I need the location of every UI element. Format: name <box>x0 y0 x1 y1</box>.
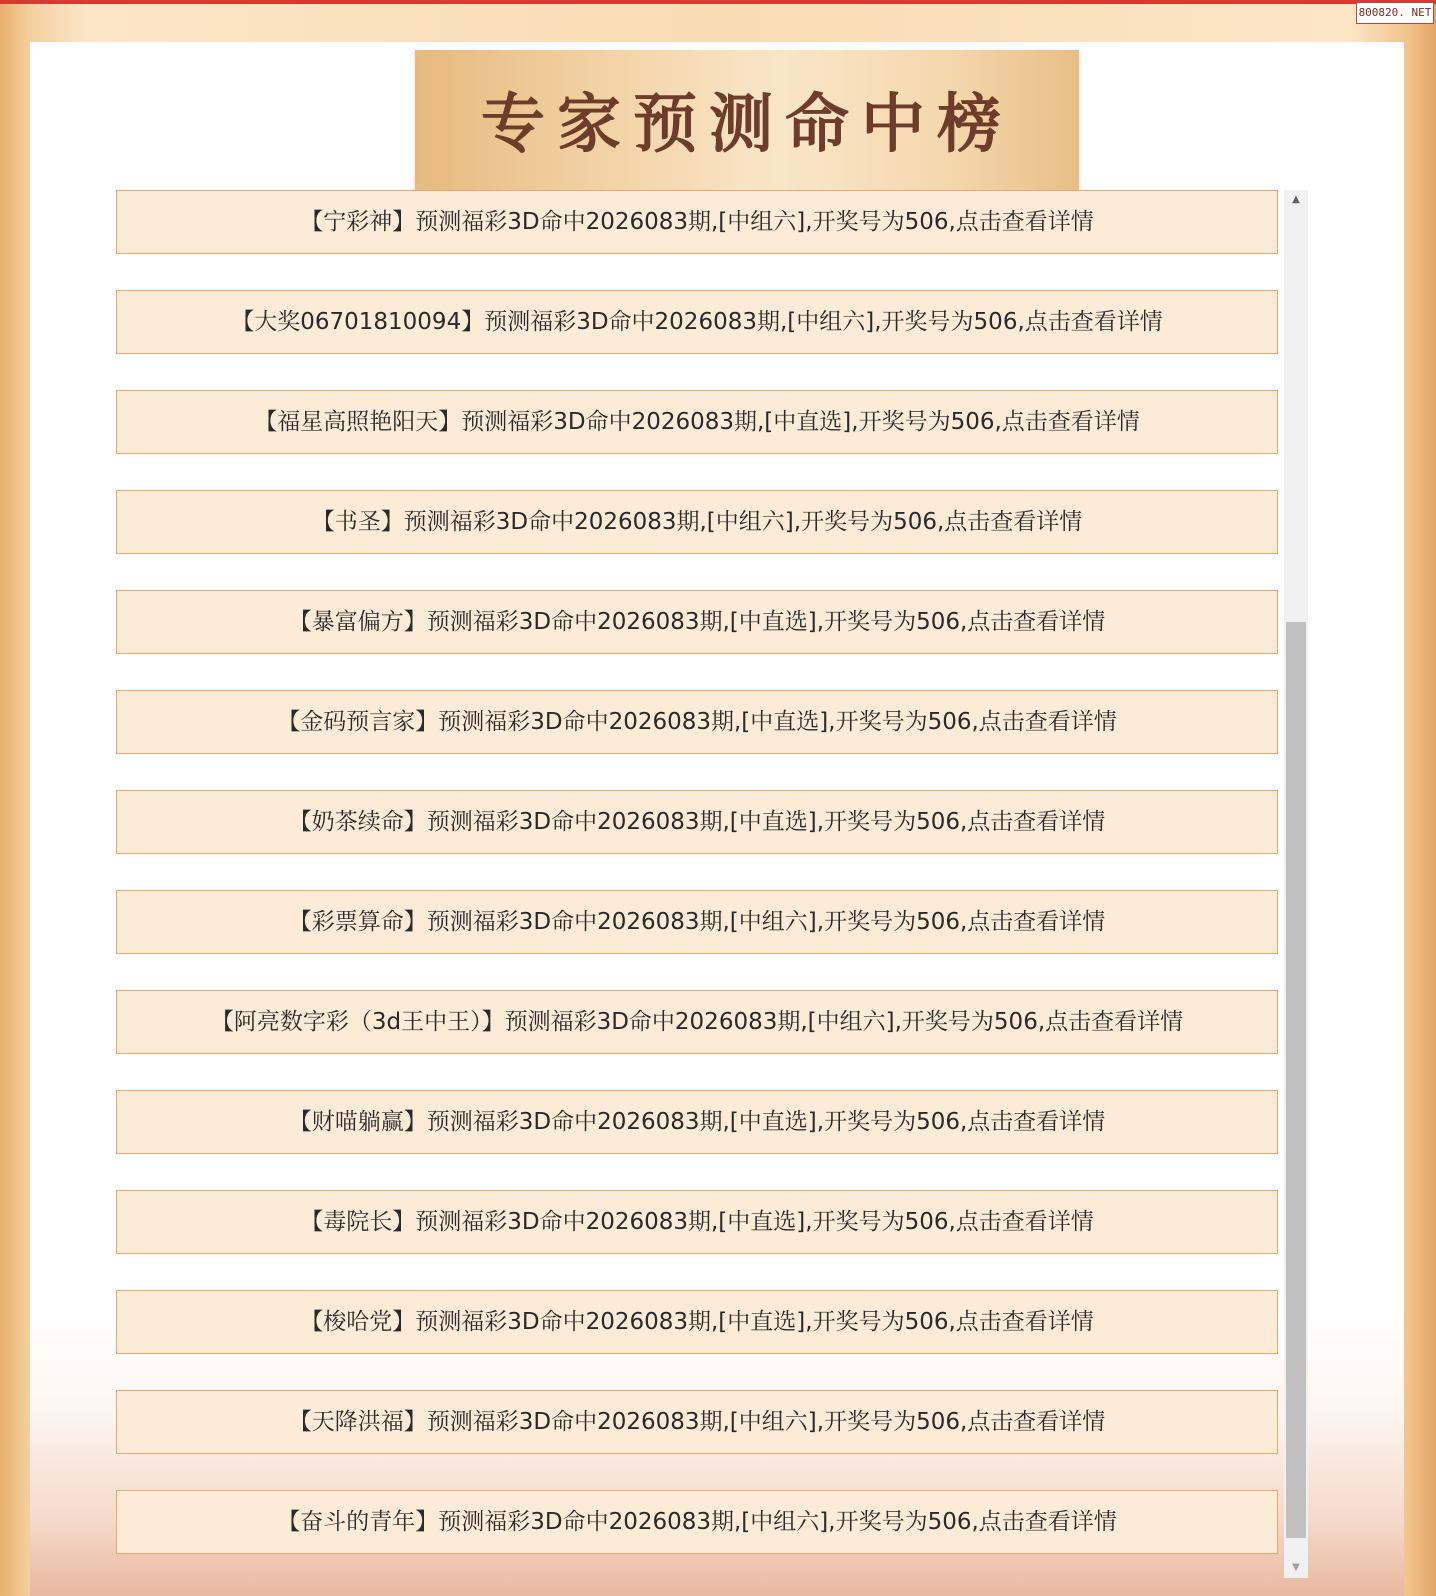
page-title: 专家预测命中榜 <box>481 88 1013 162</box>
prediction-item[interactable]: 【奶茶续命】预测福彩3D命中2026083期,[中直选],开奖号为506,点击查看详情 <box>116 790 1278 854</box>
list-scrollbar[interactable] <box>1284 190 1308 1578</box>
site-watermark: 800820. NET <box>1356 2 1434 24</box>
prediction-item[interactable]: 【暴富偏方】预测福彩3D命中2026083期,[中直选],开奖号为506,点击查看详情 <box>116 590 1278 654</box>
prediction-item[interactable]: 【宁彩神】预测福彩3D命中2026083期,[中组六],开奖号为506,点击查看详情 <box>116 190 1278 254</box>
title-banner <box>415 50 1079 196</box>
prediction-item[interactable]: 【彩票算命】预测福彩3D命中2026083期,[中组六],开奖号为506,点击查看详情 <box>116 890 1278 954</box>
prediction-item[interactable]: 【毒院长】预测福彩3D命中2026083期,[中直选],开奖号为506,点击查看详情 <box>116 1190 1278 1254</box>
top-accent-line <box>0 0 1436 4</box>
prediction-item[interactable]: 【财喵躺赢】预测福彩3D命中2026083期,[中直选],开奖号为506,点击查看详情 <box>116 1090 1278 1154</box>
prediction-item[interactable]: 【大奖06701810094】预测福彩3D命中2026083期,[中组六],开奖号为506,点击查看详情 <box>116 290 1278 354</box>
prediction-item[interactable]: 【天降洪福】预测福彩3D命中2026083期,[中组六],开奖号为506,点击查看详情 <box>116 1390 1278 1454</box>
prediction-item[interactable]: 【金码预言家】预测福彩3D命中2026083期,[中直选],开奖号为506,点击查看详情 <box>116 690 1278 754</box>
scroll-up-arrow-icon[interactable]: ▲ <box>1292 194 1300 205</box>
scrollbar-thumb[interactable] <box>1286 622 1306 1538</box>
prediction-item[interactable]: 【梭哈党】预测福彩3D命中2026083期,[中直选],开奖号为506,点击查看详情 <box>116 1290 1278 1354</box>
prediction-item[interactable]: 【书圣】预测福彩3D命中2026083期,[中组六],开奖号为506,点击查看详情 <box>116 490 1278 554</box>
prediction-item[interactable]: 【奋斗的青年】预测福彩3D命中2026083期,[中组六],开奖号为506,点击查看详情 <box>116 1490 1278 1554</box>
prediction-item[interactable]: 【福星高照艳阳天】预测福彩3D命中2026083期,[中直选],开奖号为506,点击查看详情 <box>116 390 1278 454</box>
prediction-list <box>116 190 1280 1590</box>
prediction-item[interactable]: 【阿亮数字彩（3d王中王）】预测福彩3D命中2026083期,[中组六],开奖号为506,点击查看详情 <box>116 990 1278 1054</box>
scroll-down-arrow-icon[interactable]: ▼ <box>1292 1562 1300 1573</box>
